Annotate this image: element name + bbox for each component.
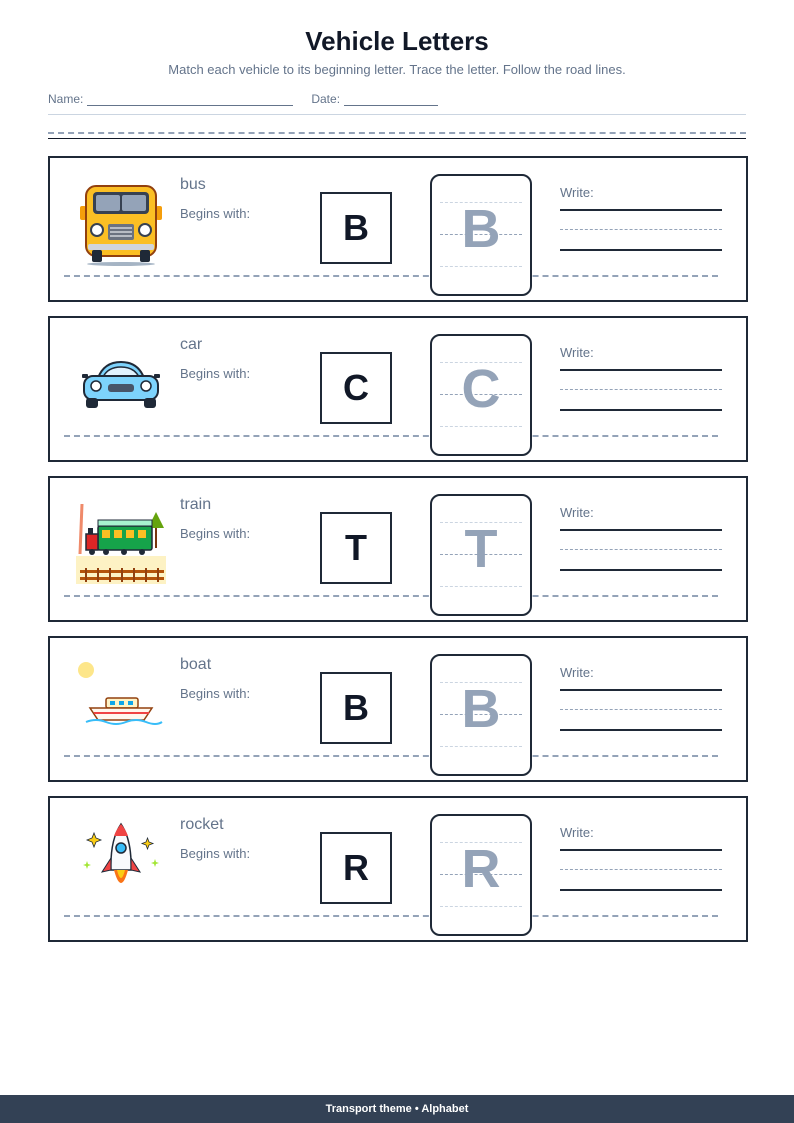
rocket-icon xyxy=(76,818,166,908)
vehicle-card-train xyxy=(48,476,748,622)
car-icon xyxy=(76,338,166,428)
trace-guide-bottom xyxy=(440,426,522,427)
beginning-letter-box[interactable]: B xyxy=(320,672,392,744)
write-line-middle[interactable] xyxy=(560,389,722,390)
beginning-letter-box[interactable]: C xyxy=(320,352,392,424)
header-divider xyxy=(48,114,746,115)
beginning-letter-box[interactable]: R xyxy=(320,832,392,904)
name-label: Name: xyxy=(48,92,84,106)
write-line-top[interactable] xyxy=(560,529,722,531)
write-line-top[interactable] xyxy=(560,849,722,851)
page-subtitle: Match each vehicle to its beginning letter. Trace the letter. Follow the road lines. xyxy=(168,62,626,77)
begins-with-label: Begins with: xyxy=(180,206,251,221)
begins-with-label: Begins with: xyxy=(180,846,251,861)
page-title: Vehicle Letters xyxy=(305,26,489,56)
begins-with-label: Begins with: xyxy=(180,366,251,381)
date-field[interactable] xyxy=(344,94,438,106)
beginning-letter-box[interactable]: T xyxy=(320,512,392,584)
road-dashed-line xyxy=(64,755,718,757)
write-line-top[interactable] xyxy=(560,209,722,211)
train-icon xyxy=(76,498,166,588)
page-footer xyxy=(0,1095,794,1123)
trace-letter-box[interactable] xyxy=(430,334,532,456)
write-line-base[interactable] xyxy=(560,729,722,731)
footer-text: Transport theme • Alphabet xyxy=(325,1103,469,1115)
write-label: Write: xyxy=(560,505,594,520)
road-dashed-line xyxy=(64,915,718,917)
write-label: Write: xyxy=(560,185,594,200)
write-line-middle[interactable] xyxy=(560,709,722,710)
write-line-middle[interactable] xyxy=(560,549,722,550)
vehicle-card-car xyxy=(48,316,748,462)
vehicle-name: boat xyxy=(180,656,212,673)
trace-guide-bottom xyxy=(440,746,522,747)
boat-icon xyxy=(76,658,166,748)
vehicle-name: train xyxy=(180,496,212,513)
write-line-base[interactable] xyxy=(560,409,722,411)
write-line-base[interactable] xyxy=(560,889,722,891)
trace-letter: T xyxy=(464,519,498,579)
trace-letter-box[interactable] xyxy=(430,654,532,776)
name-date-row xyxy=(48,92,438,106)
trace-letter: B xyxy=(461,199,501,259)
trace-letter-box[interactable] xyxy=(430,494,532,616)
name-field[interactable] xyxy=(87,94,293,106)
write-line-middle[interactable] xyxy=(560,869,722,870)
write-line-base[interactable] xyxy=(560,569,722,571)
trace-letter: R xyxy=(461,839,501,899)
road-dashed-line xyxy=(64,595,718,597)
school-bus-icon xyxy=(76,178,166,268)
header-dashed-rule xyxy=(48,132,746,134)
trace-letter: B xyxy=(461,679,501,739)
vehicle-name: car xyxy=(180,336,203,353)
trace-guide-bottom xyxy=(440,586,522,587)
road-dashed-line xyxy=(64,275,718,277)
write-label: Write: xyxy=(560,825,594,840)
vehicle-card-boat xyxy=(48,636,748,782)
road-dashed-line xyxy=(64,435,718,437)
trace-letter-box[interactable] xyxy=(430,174,532,296)
beginning-letter-box[interactable]: B xyxy=(320,192,392,264)
header-solid-rule xyxy=(48,138,746,139)
write-line-top[interactable] xyxy=(560,369,722,371)
trace-letter-box[interactable] xyxy=(430,814,532,936)
write-line-top[interactable] xyxy=(560,689,722,691)
vehicle-card-bus xyxy=(48,156,748,302)
begins-with-label: Begins with: xyxy=(180,686,251,701)
trace-guide-bottom xyxy=(440,906,522,907)
vehicle-name: rocket xyxy=(180,816,224,833)
date-label: Date: xyxy=(311,92,341,106)
vehicle-card-rocket xyxy=(48,796,748,942)
write-line-base[interactable] xyxy=(560,249,722,251)
write-label: Write: xyxy=(560,345,594,360)
write-line-middle[interactable] xyxy=(560,229,722,230)
begins-with-label: Begins with: xyxy=(180,526,251,541)
vehicle-name: bus xyxy=(180,176,206,193)
trace-letter: C xyxy=(461,359,501,419)
write-label: Write: xyxy=(560,665,594,680)
trace-guide-bottom xyxy=(440,266,522,267)
